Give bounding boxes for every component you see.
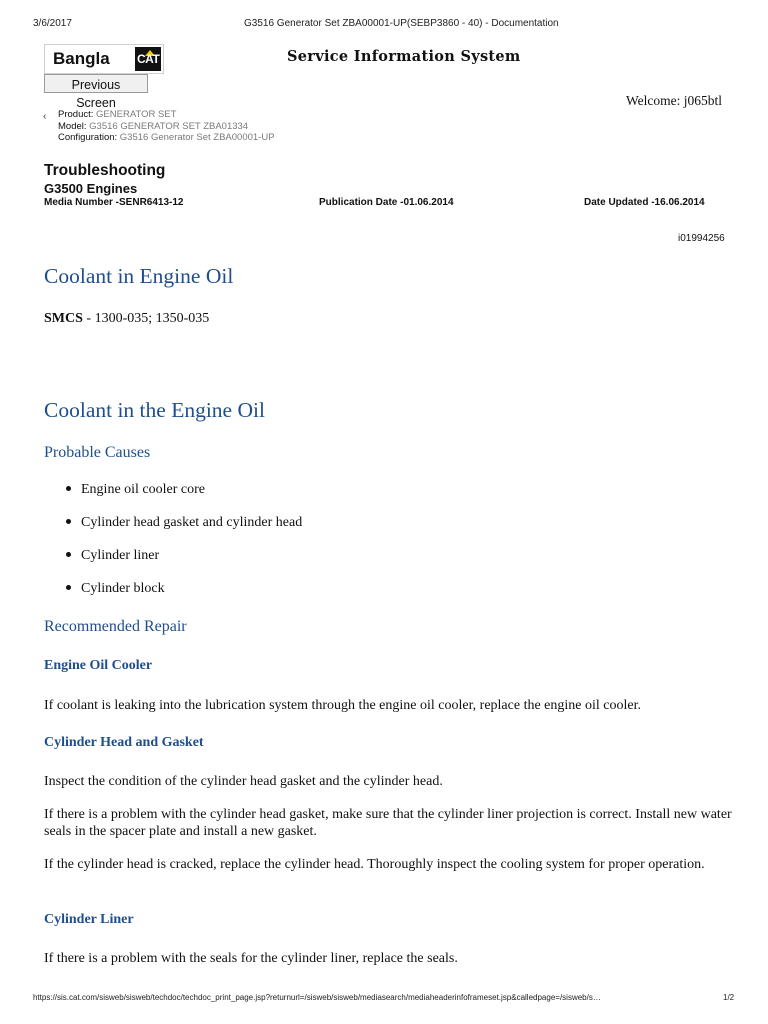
smcs-label: SMCS: [44, 311, 83, 326]
print-title: G3516 Generator Set ZBA00001-UP(SEBP3860 - 40) - Documentation: [244, 18, 559, 29]
print-date: 3/6/2017: [33, 18, 72, 29]
head-gasket-heading: Cylinder Head and Gasket: [44, 735, 204, 750]
logo-text: Bangla: [53, 49, 110, 68]
cylinder-liner-text: If there is a problem with the seals for the cylinder liner, replace the seals.: [44, 951, 458, 966]
chevron-left-icon[interactable]: ‹: [43, 111, 47, 122]
cause-item: Cylinder liner: [66, 548, 159, 564]
configuration-value[interactable]: G3516 Generator Set ZBA00001-UP: [119, 132, 275, 143]
model-label: Model:: [58, 120, 87, 132]
main-heading: Coolant in Engine Oil: [44, 264, 234, 288]
oil-cooler-heading: Engine Oil Cooler: [44, 658, 153, 673]
footer-url: https://sis.cat.com/sisweb/sisweb/techdoc/techdoc_print_page.jsp?returnurl=/sisweb/sisweb/mediasearch/mediaheaderinfoframeset.jsp&calledpage=/sisweb/s…: [33, 993, 601, 1002]
cat-logo-icon: [135, 47, 161, 71]
product-value[interactable]: GENERATOR SET: [96, 109, 177, 120]
probable-causes-heading: Probable Causes: [44, 444, 151, 461]
publication-date: Publication Date -01.06.2014: [319, 197, 454, 208]
document-id: i01994256: [678, 233, 725, 244]
media-number: Media Number -SENR6413-12: [44, 197, 184, 208]
model-value[interactable]: G3516 GENERATOR SET ZBA01334: [89, 120, 249, 132]
configuration-label: Configuration:: [58, 132, 118, 143]
previous-screen-button[interactable]: Previous Screen: [44, 74, 148, 93]
system-title: Service Information System: [287, 48, 521, 65]
head-gasket-text-2: If there is a problem with the cylinder head gasket, make sure that the cylinder liner projection is correct. Install new water seals in the spacer plate and install a new gasket.: [44, 807, 732, 839]
welcome-text: Welcome: j065btl: [626, 93, 723, 108]
cause-item: Cylinder block: [66, 581, 165, 597]
recommended-repair-heading: Recommended Repair: [44, 618, 187, 635]
cat-mark-text: CAT: [137, 52, 160, 66]
doc-subtitle: G3500 Engines: [44, 181, 138, 196]
cause-item: Engine oil cooler core: [66, 482, 205, 498]
head-gasket-text-3: If the cylinder head is cracked, replace the cylinder head. Thoroughly inspect the cooling system for proper operation.: [44, 857, 705, 872]
product-label: Product:: [58, 109, 94, 120]
page-number: 1/2: [723, 993, 735, 1002]
doc-title: Troubleshooting: [44, 162, 166, 179]
date-updated: Date Updated -16.06.2014: [584, 197, 705, 208]
cause-item: Cylinder head gasket and cylinder head: [66, 515, 302, 531]
head-gasket-text-1: Inspect the condition of the cylinder head gasket and the cylinder head.: [44, 774, 443, 789]
section-heading: Coolant in the Engine Oil: [44, 398, 265, 422]
breadcrumb: [44, 109, 275, 144]
oil-cooler-text: If coolant is leaking into the lubrication system through the engine oil cooler, replace the engine oil cooler.: [44, 698, 641, 713]
cylinder-liner-heading: Cylinder Liner: [44, 912, 134, 927]
smcs-line: [44, 310, 734, 327]
bangla-cat-logo: [44, 44, 164, 74]
smcs-value: - 1300-035; 1350-035: [82, 311, 210, 326]
